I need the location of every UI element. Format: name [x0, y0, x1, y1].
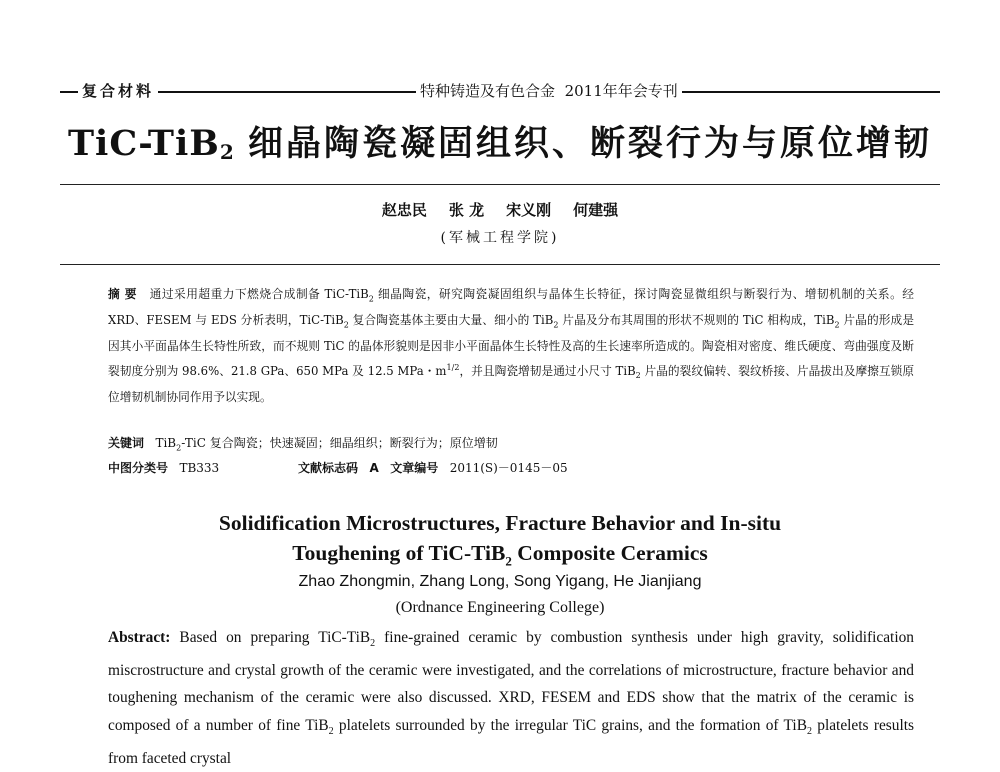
- author-name: 赵忠民: [381, 201, 427, 219]
- subscript: 2: [368, 294, 374, 304]
- abstract-cn-text: 片晶的形成是因其小平面晶体生长特性所致，而不规则 TiC 的晶体形貌则是因非小平面晶体生长特性及高的生长速率所造成的。陶瓷相对密度、维氏硬度、弯曲强度及断裂韧度分别为 98.6%、21.8 GPa、650 MPa 及 12.5 MPa・m: [108, 312, 915, 379]
- header-journal: [416, 81, 682, 101]
- paper-title: [60, 122, 940, 174]
- subscript: 2: [834, 320, 840, 330]
- title-chinese: 细晶陶瓷凝固组织、断裂行为与原位增韧: [247, 124, 932, 164]
- abstract-cn-text: 复合陶瓷基体主要由大量、细小的 TiB: [348, 312, 554, 327]
- abstract-en-text: Based on preparing TiC-TiB: [170, 629, 371, 646]
- abstract-cn-text: 片晶及分布其周围的形状不规则的 TiC 相构成，TiB: [558, 312, 835, 327]
- article-number-label: 文章编号: [390, 461, 439, 475]
- classification-line: [108, 458, 914, 478]
- header-issue: 2011年年会专刊: [564, 82, 678, 100]
- keywords: [108, 433, 914, 458]
- header-section: 复合材料: [78, 81, 158, 101]
- english-abstract: [108, 624, 914, 772]
- english-title: [0, 508, 1000, 576]
- chinese-abstract: [108, 284, 914, 408]
- subscript: 2: [328, 725, 334, 737]
- abstract-en-text: platelets results from faceted crystal: [108, 716, 914, 767]
- subscript: 2: [505, 553, 512, 569]
- abstract-cn-text: 细晶陶瓷，研究陶瓷凝固组织与晶体生长特征，探讨陶瓷显微组织与断裂行为、增韧机制的关系。经 XRD、FESEM 与 EDS 分析表明，TiC-TiB: [108, 287, 914, 327]
- keywords-text: -TiC 复合陶瓷；快速凝固；细晶组织；断裂行为；原位增韧: [181, 436, 498, 450]
- doc-code: A: [369, 461, 379, 475]
- article-number: 2011(S)－0145－05: [449, 461, 568, 475]
- author-name: 张 龙: [448, 201, 485, 219]
- superscript: 1/2: [446, 363, 460, 373]
- english-title-line: Solidification Microstructures, Fracture Behavior and In-situ: [218, 511, 782, 535]
- english-title-text: Composite Ceramics: [511, 541, 708, 565]
- english-authors: Zhao Zhongmin, Zhang Long, Song Yigang, He Jianjiang: [298, 573, 702, 590]
- author-name: 何建强: [573, 201, 619, 219]
- abstract-en-label: Abstract:: [108, 629, 171, 646]
- subscript: 2: [370, 638, 376, 650]
- abstract-cn-text: ，并且陶瓷增韧是通过小尺寸 TiB: [459, 364, 636, 379]
- subscript: 2: [635, 371, 641, 381]
- running-header: [60, 81, 940, 103]
- english-title-line: [0, 538, 1000, 576]
- english-affiliation: (Ordnance Engineering College): [395, 599, 605, 616]
- abstract-cn-label: 摘 要: [108, 287, 137, 301]
- keywords-text: TiB: [155, 436, 177, 450]
- title-rule: [60, 184, 940, 185]
- subscript: 2: [176, 443, 182, 453]
- title-formula: TiC-TiB: [68, 123, 220, 164]
- abstract-en-text: fine-grained ceramic by combustion synthesis under high gravity, solidification miscrostructure and crystal growth of the ceramic were investigated, and the correlations of microstructure, fracture behavior and toughening mechanism of the ceramic were also discussed. XRD, FESEM and EDS show that the matrix of the ceramic is composed of a number of fine TiB: [108, 629, 914, 734]
- header-journal-name: 特种铸造及有色合金: [420, 82, 556, 100]
- doc-code-label: 文献标志码: [298, 461, 359, 475]
- abstract-rule: [60, 264, 940, 265]
- clc-number: TB333: [179, 461, 220, 475]
- subscript: 2: [343, 320, 349, 330]
- keywords-label: 关键词: [108, 436, 145, 450]
- affiliation: (军械工程学院): [440, 230, 560, 246]
- abstract-cn-text: 通过采用超重力下燃烧合成制备 TiC-TiB: [149, 287, 369, 301]
- title-formula-sub: 2: [219, 140, 235, 164]
- english-title-text: Toughening of TiC-TiB: [292, 541, 506, 565]
- author-name: 宋义刚: [506, 201, 552, 219]
- clc-label: 中图分类号: [108, 461, 169, 475]
- author-list: [0, 200, 1000, 220]
- subscript: 2: [553, 320, 559, 330]
- abstract-cn-text: 片晶的裂纹偏转、裂纹桥接、片晶拔出及摩擦互锁原位增韧机制协同作用予以实现。: [108, 364, 915, 404]
- subscript: 2: [806, 725, 812, 737]
- abstract-en-text: platelets surrounded by the irregular TiC grains, and the formation of TiB: [333, 716, 807, 734]
